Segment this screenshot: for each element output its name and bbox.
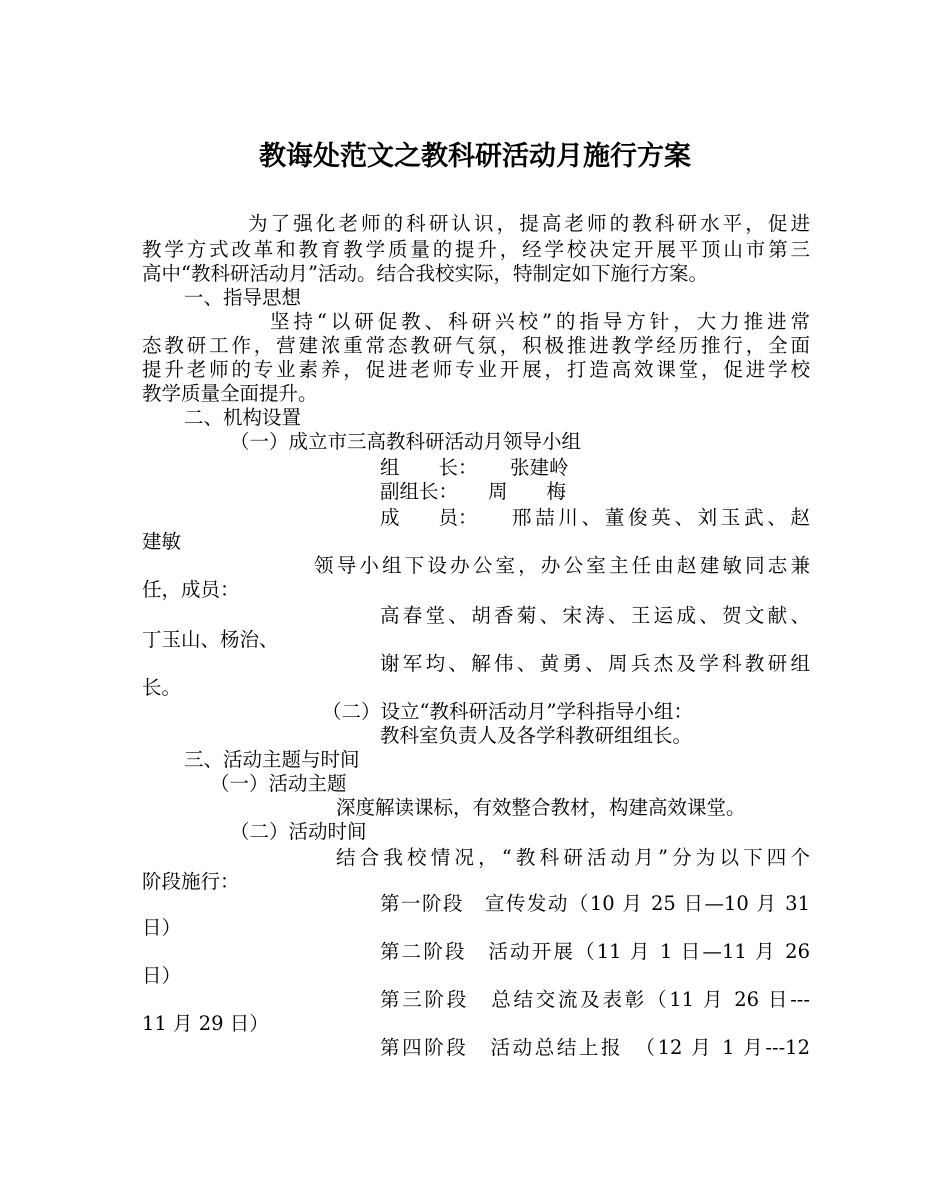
stage-3-line-2: 11 月 29 日） [142,1012,269,1035]
section-1-body-line-2: 态教研工作，营建浓重常态教研气氛，积极推进教学经历推行，全面 [142,334,810,357]
members-line-2: 建敏 [142,530,182,553]
section-1-body-line-4: 教学质量全面提升。 [142,382,318,405]
section-3-sub-2-body-line-2: 阶段施行： [142,870,240,893]
intro-line-1: 为了强化老师的科研认识，提高老师的教科研水平，促进 [248,212,810,235]
deputy-label: 副组长： [380,480,459,503]
members-label: 成 员： [380,506,478,529]
document-title: 教诲处范文之教科研活动月施行方案 [259,141,691,172]
section-2-sub-2: （二）设立“教科研活动月”学科指导小组： [322,700,693,723]
office-members-line-4: 长。 [142,676,182,699]
intro-line-3: 高中“教科研活动月”活动。结合我校实际，特制定如下施行方案。 [142,262,708,285]
office-members-line-2: 丁玉山、杨治、 [142,628,279,651]
section-1-body-line-3: 提升老师的专业素养，促进老师专业开展，打造高效课堂，促进学校 [142,358,810,381]
office-line-1: 领导小组下设办公室，办公室主任由赵建敏同志兼 [314,554,810,577]
office-members-line-3: 谢军均、解伟、黄勇、周兵杰及学科教研组 [380,652,810,675]
stage-2-line-2: 日） [142,964,182,987]
members-line-1: 邢喆川、董俊英、刘玉武、赵 [512,506,810,529]
section-1-body-line-1: 坚持“以研促教、科研兴校”的指导方针，大力推进常 [270,310,810,333]
leader-label: 组 长： [380,456,478,479]
stage-1-line-1: 第一阶段 宣传发动（10 月 25 日—10 月 31 [380,892,810,915]
section-3-sub-2-body-line-1: 结合我校情况，“教科研活动月”分为以下四个 [336,846,810,869]
stage-2-line-1: 第二阶段 活动开展（11 月 1 日—11 月 26 [380,940,810,963]
leader-name: 张建岭 [510,456,569,479]
section-3-heading: 三、活动主题与时间 [184,748,360,771]
stage-3-line-1: 第三阶段 总结交流及表彰（11 月 26 日--- [380,988,810,1011]
section-2-heading: 二、机构设置 [184,406,302,429]
section-3-sub-1: （一）活动主题 [210,772,347,795]
stage-1-line-2: 日） [142,916,182,939]
office-members-line-1: 高春堂、胡香菊、宋涛、王运成、贺文献、 [380,604,810,627]
office-line-2: 任，成员： [142,578,240,601]
section-2-sub-2-body: 教科室负责人及各学科教研组组长。 [380,724,693,747]
section-3-sub-2: （二）活动时间 [230,820,367,843]
intro-line-2: 教学方式改革和教育教学质量的提升，经学校决定开展平顶山市第三 [142,238,810,261]
section-2-sub-1: （一）成立市三高教科研活动月领导小组 [230,430,582,453]
stage-4-line-1: 第四阶段 活动总结上报 （12 月 1 月---12 [380,1036,810,1059]
section-3-sub-1-body: 深度解读课标，有效整合教材，构建高效课堂。 [336,796,746,819]
section-1-heading: 一、指导思想 [184,286,302,309]
deputy-name: 周 梅 [488,480,567,503]
